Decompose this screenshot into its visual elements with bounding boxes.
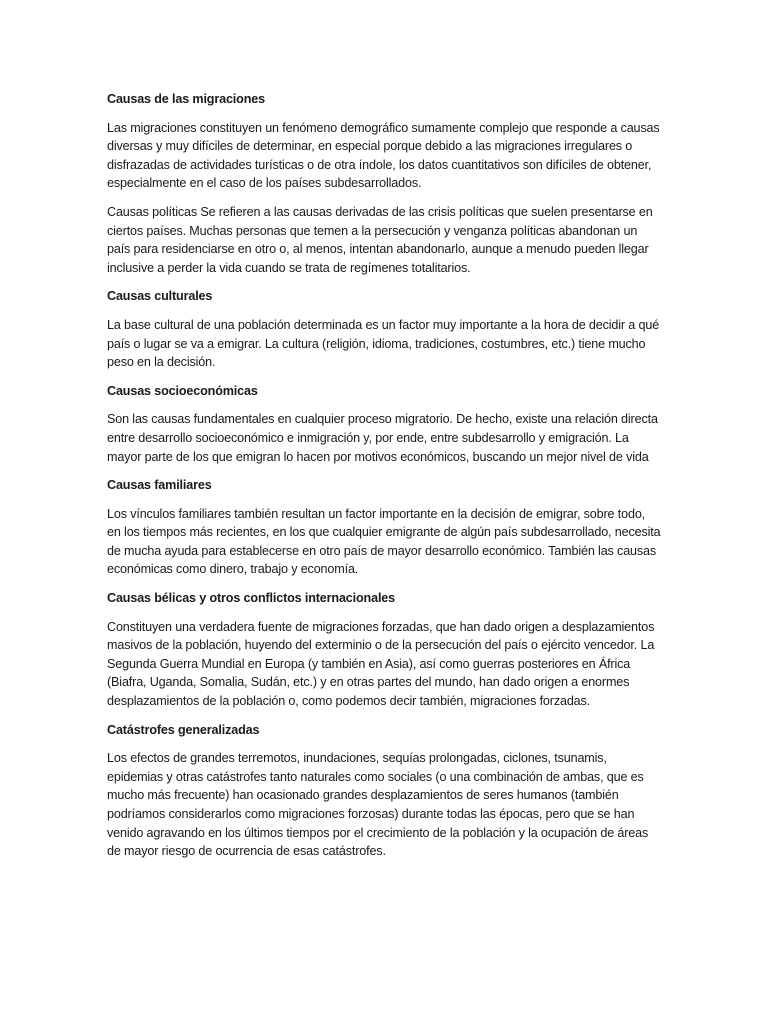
paragraph-belicas: Constituyen una verdadera fuente de migraciones forzadas, que han dado origen a desplazamientos masivos de la población, huyendo del exterminio o de la persecución del país o ejército vencedor. La Segunda Guerra Mundial en Europa (y también en Asia), así como guerras posteriores en África (Biafra, Uganda, Somalia, Sudán, etc.) y en otras partes del mundo, han dado origen a enormes desplazamientos de la población o, como podemos decir también, migraciones forzadas. — [107, 619, 655, 709]
heading-causas-culturales: Causas culturales — [107, 289, 213, 304]
heading-catastrofes: Catástrofes generalizadas — [107, 722, 260, 737]
paragraph-familiares: Los vínculos familiares también resultan un factor importante en la decisión de emigrar, sobre todo, en los tiempos más recientes, en los que cualquier emigrante de algún país subdesarrollado, necesita de mucha ayuda para establecerse en otro país de mayor desarrollo económico. También las causas económicas como dinero, trabajo y economía. — [107, 506, 661, 577]
heading-causas-familiares: Causas familiares — [107, 478, 212, 493]
paragraph-culturales: La base cultural de una población determinada es un factor muy importante a la hora de decidir a qué país o lugar se va a emigrar. La cultura (religión, idioma, tradiciones, costumbres, etc.) tiene mucho peso en la decisión. — [107, 317, 660, 370]
paragraph-intro: Las migraciones constituyen un fenómeno demográfico sumamente complejo que responde a causas diversas y muy difíciles de determinar, en especial porque debido a las migraciones irregulares o disfrazadas de actividades turísticas o de otra índole, los datos cuantitativos son difíciles de obtener, especialmente en el caso de los países subdesarrollados. — [107, 120, 660, 191]
paragraph-socioeconomicas: Son las causas fundamentales en cualquier proceso migratorio. De hecho, existe una relación directa entre desarrollo socioeconómico e inmigración y, por ende, entre subdesarrollo y emigración. La mayor parte de los que emigran lo hacen por motivos económicos, buscando un mejor nivel de vida — [107, 412, 658, 464]
heading-causas-belicas: Causas bélicas y otros conflictos internacionales — [107, 591, 396, 606]
paragraph-catastrofes: Los efectos de grandes terremotos, inundaciones, sequías prolongadas, ciclones, tsunamis, epidemias y otras catástrofes tanto naturales como sociales (o una combinación de ambas, que es mucho más frecuente) han ocasionado grandes desplazamientos de seres humanos (también podríamos considerarlos como migraciones forzosas) durante todas las épocas, pero que se han venido agravando en los últimos tiempos por el crecimiento de la población y la ocupación de áreas de mayor riesgo de ocurrencia de esas catástrofes. — [107, 751, 649, 859]
document-page — [107, 90, 662, 871]
heading-causas-migraciones: Causas de las migraciones — [107, 92, 265, 106]
paragraph-causas-politicas: Causas políticas Se refieren a las causas derivadas de las crisis políticas que suelen presentarse en ciertos países. Muchas personas que temen a la persecución y venganza políticas abandonan un país para residenciarse en otro o, al menos, intentan abandonarlo, aunque a menudo pueden llegar inclusive a perder la vida cuando se trata de regímenes totalitarios. — [107, 204, 653, 275]
heading-causas-socioeconomicas: Causas socioeconómicas — [107, 383, 258, 398]
